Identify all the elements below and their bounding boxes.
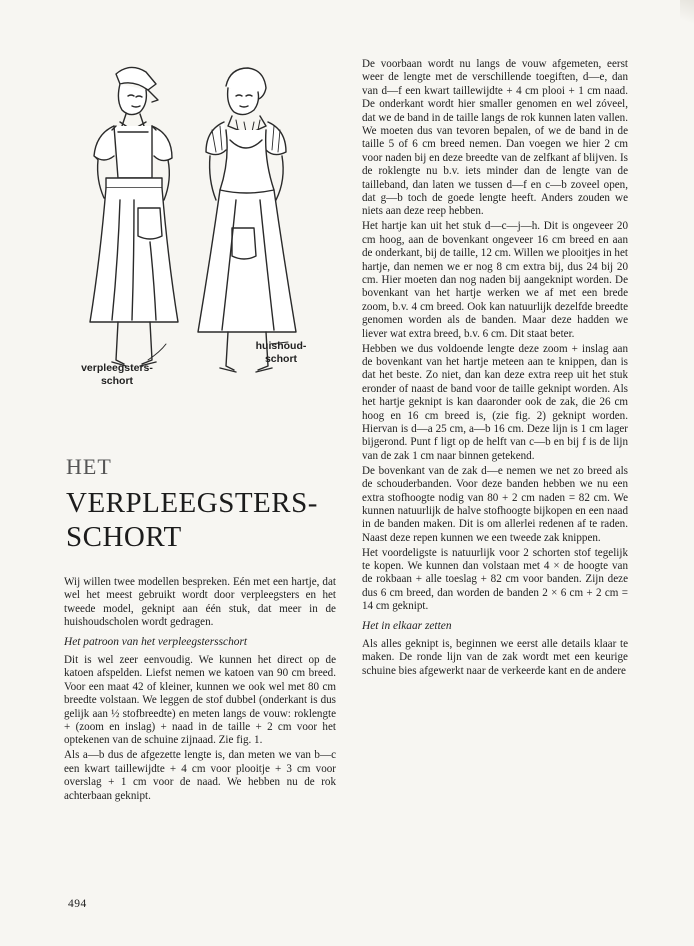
paragraph: De bovenkant van de zak d—e nemen we net zo breed als de schouderbanden. Voor deze banden hebben we nu een extra stofhoogte nodig van 80 + 2 cm naden = 82 cm. We kunnen natuurlijk de halve stofhoogte bijkopen en een naad in de banden maken. Dit is om allerlei redenen af te raden. Naast deze repen kunnen we een tweede zak knippen. [362, 464, 628, 544]
paragraph: De voorbaan wordt nu langs de vouw afgemeten, eerst weer de lengte met de verschillende toegiften, d—e, dan van d—f een kwart taillewijdte + 4 cm plooi + 1 cm naad. De onderkant wordt hier smaller genomen en wel zóveel, dat we de band in de taille langs de rok kunnen laten vallen. We moeten dus van tevoren bepalen, of we de band in de taille 5 of 6 cm breed nemen. Dan voegen we hier 2 cm voor naden bij en deze breedte van de zelfkant af blijven. Is de roklengte nu b.v. iets minder dan de lengte van de tailleband, dan laten we tussen d—f en c—b zoveel open, dat g—b toch de goede lengte heeft. Anders zouden we niets aan deze reep hebben. [362, 58, 628, 218]
caption-nurse-apron [71, 362, 163, 388]
title-line-2: SCHORT [66, 521, 182, 553]
left-column [64, 576, 336, 805]
page-number: 494 [68, 898, 87, 910]
paragraph: Het hartje kan uit het stuk d—c—j—h. Dit is ongeveer 20 cm hoog, aan de bovenkant ongeveer 16 cm breed en aan de onderkant, bij de taille, 12 cm. Willen we plooitjes in het hartje, dan nemen we er nog 8 cm extra bij, dus 24 bij 20 cm. Hier moeten dan nog naden bij aangeknipt worden. De bovenkant van het hartje werken we af met een brede zoom, b.v. 4 cm breed. Ook kan natuurlijk dezelfde breedte genomen worden als de banden. Maar deze hadden we liever wat extra breed, b.v. 6 cm. Dit staat beter. [362, 220, 628, 340]
caption-nurse-line-1: verpleegsters- [81, 362, 153, 374]
title-prefix: HET [66, 454, 112, 479]
paragraph: Als a—b dus de afgezette lengte is, dan meten we van b—c een kwart taillewijdte + 4 cm voor plooitje + 3 cm voor overslag + 1 cm voor de naad. We hebben nu de rok achterbaan geknipt. [64, 749, 336, 802]
caption-nurse-line-2: schort [100, 375, 134, 387]
caption-household-line-1: huishoud- [255, 340, 307, 352]
page-fold [680, 0, 694, 30]
title-line-1: VERPLEEGSTERS- [66, 487, 318, 519]
section-heading-pattern: Het patroon van het verpleegstersschort [64, 635, 248, 648]
paragraph: Dit is wel zeer eenvoudig. We kunnen het direct op de katoen afspelden. Liefst nemen we katoen van 90 cm breed. Voor een maat 42 of kleiner, kunnen we ook wel met 80 cm breedte volstaan. We leggen de stof dubbel (onderkant is dus gelijk aan ½ stofbreedte) en meten langs de vouw: roklengte + (zoom en inslag) + naad in de taille + 2 cm voor het optekenen van de schuine zijnaad. Zie fig. 1. [64, 654, 336, 747]
page-title [66, 486, 346, 554]
caption-household-apron [246, 340, 316, 366]
section-heading-assembly: Het in elkaar zetten [362, 619, 452, 632]
right-column [362, 58, 628, 680]
paragraph: Het voordeligste is natuurlijk voor 2 schorten stof tegelijk te kopen. We kunnen dan volstaan met 4 × de hoogte van de rokbaan + alle toeslag + 82 cm voor banden. Zijn deze dus 6 cm breed, dan worden de banden 2 × 6 cm + 2 cm = 14 cm geknipt. [362, 546, 628, 613]
paragraph: Als alles geknipt is, beginnen we eerst alle details klaar te maken. De ronde lijn van de zak wordt met een keurige schuine bies afgewerkt naar de verkeerde kant en de andere [362, 638, 628, 677]
paragraph: Hebben we dus voldoende lengte deze zoom + inslag aan de bovenkant van het hartje meteen aan te knippen, dan is dat het beste. Zo niet, dan kan deze extra reep uit het stuk eronder of naast de band voor de taille geknipt worden. Als het hartje geknipt is kan daaronder ook de zak, die 26 cm hoog en 16 cm breed is, (zie fig. 2) geknipt worden. Hiervan is d—a 25 cm, a—b 16 cm. Deze lijn is 1 cm lager bijgerond. Punt f ligt op de helft van c—b en bij f is de lijn van de zak 1 cm naar binnen getekend. [362, 342, 628, 462]
intro-paragraph: Wij willen twee modellen bespreken. Eén met een hartje, dat wel het meest gebruikt wordt door verpleegsters en het tweede model, geknipt aan één stuk, dat meer in de huishoudscholen wordt gedragen. [64, 576, 336, 629]
caption-household-line-2: schort [264, 353, 298, 365]
